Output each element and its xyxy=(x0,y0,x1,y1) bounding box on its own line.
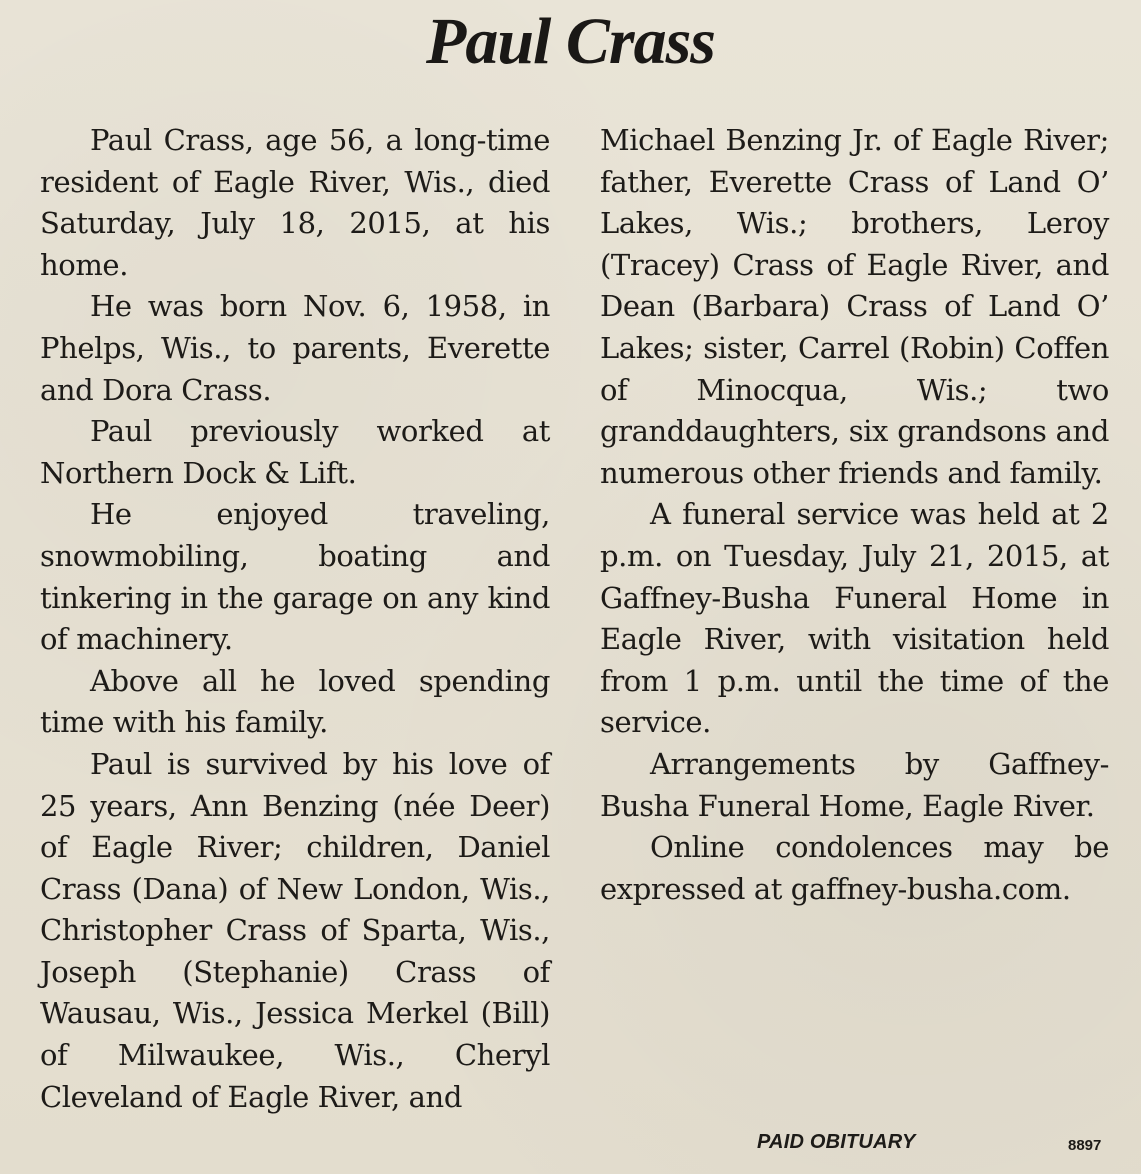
obituary-headline: Paul Crass xyxy=(426,5,715,78)
paragraph-survivors-continued: Michael Benzing Jr. of Eagle River; father, Everette Crass of Land O’ Lakes, Wis.; brothers, Leroy (Tracey) Crass of Eagle River, and Dean (Barbara) Crass of Land O’ Lakes; sister, Carrel (Robin) Coffen of Minocqua, Wis.; two granddaughters, six grandsons and numerous other friends and family. xyxy=(600,123,1109,490)
paragraph-hobbies: He enjoyed traveling, snowmobiling, boating and tinkering in the garage on any kind of machinery. xyxy=(40,497,550,657)
paragraph-birth: He was born Nov. 6, 1958, in Phelps, Wis., to parents, Everette and Dora Crass. xyxy=(40,289,550,407)
paragraph-family-love: Above all he loved spending time with his family. xyxy=(40,663,550,740)
paragraph-funeral-service: A funeral service was held at 2 p.m. on Tuesday, July 21, 2015, at Gaffney-Busha Funeral Home in Eagle River, with visitation held from 1 p.m. until the time of the service. xyxy=(600,497,1109,740)
paragraph-arrangements: Arrangements by Gaffney-Busha Funeral Home, Eagle River. xyxy=(600,746,1109,823)
paragraph-survivors: Paul is survived by his love of 25 years, Ann Benzing (née Deer) of Eagle River; children, Daniel Crass (Dana) of New London, Wis., Christopher Crass of Sparta, Wis., Joseph (Stephanie) Crass of Wausau, Wis., Jessica Merkel (Bill) of Milwaukee, Wis., Cheryl Cleveland of Eagle River, and xyxy=(40,746,550,1114)
paragraph-work: Paul previously worked at Northern Dock & Lift. xyxy=(40,414,550,490)
ad-code: 8897 xyxy=(1068,1137,1102,1154)
right-column xyxy=(600,120,1109,910)
paragraph-condolences: Online condolences may be expressed at gaffney-busha.com. xyxy=(600,830,1109,906)
left-column xyxy=(40,120,550,1118)
paid-obituary-label: PAID OBITUARY xyxy=(757,1131,916,1153)
paragraph-intro: Paul Crass, age 56, a long-time resident of Eagle River, Wis., died Saturday, July 18, 2015, at his home. xyxy=(40,123,550,282)
